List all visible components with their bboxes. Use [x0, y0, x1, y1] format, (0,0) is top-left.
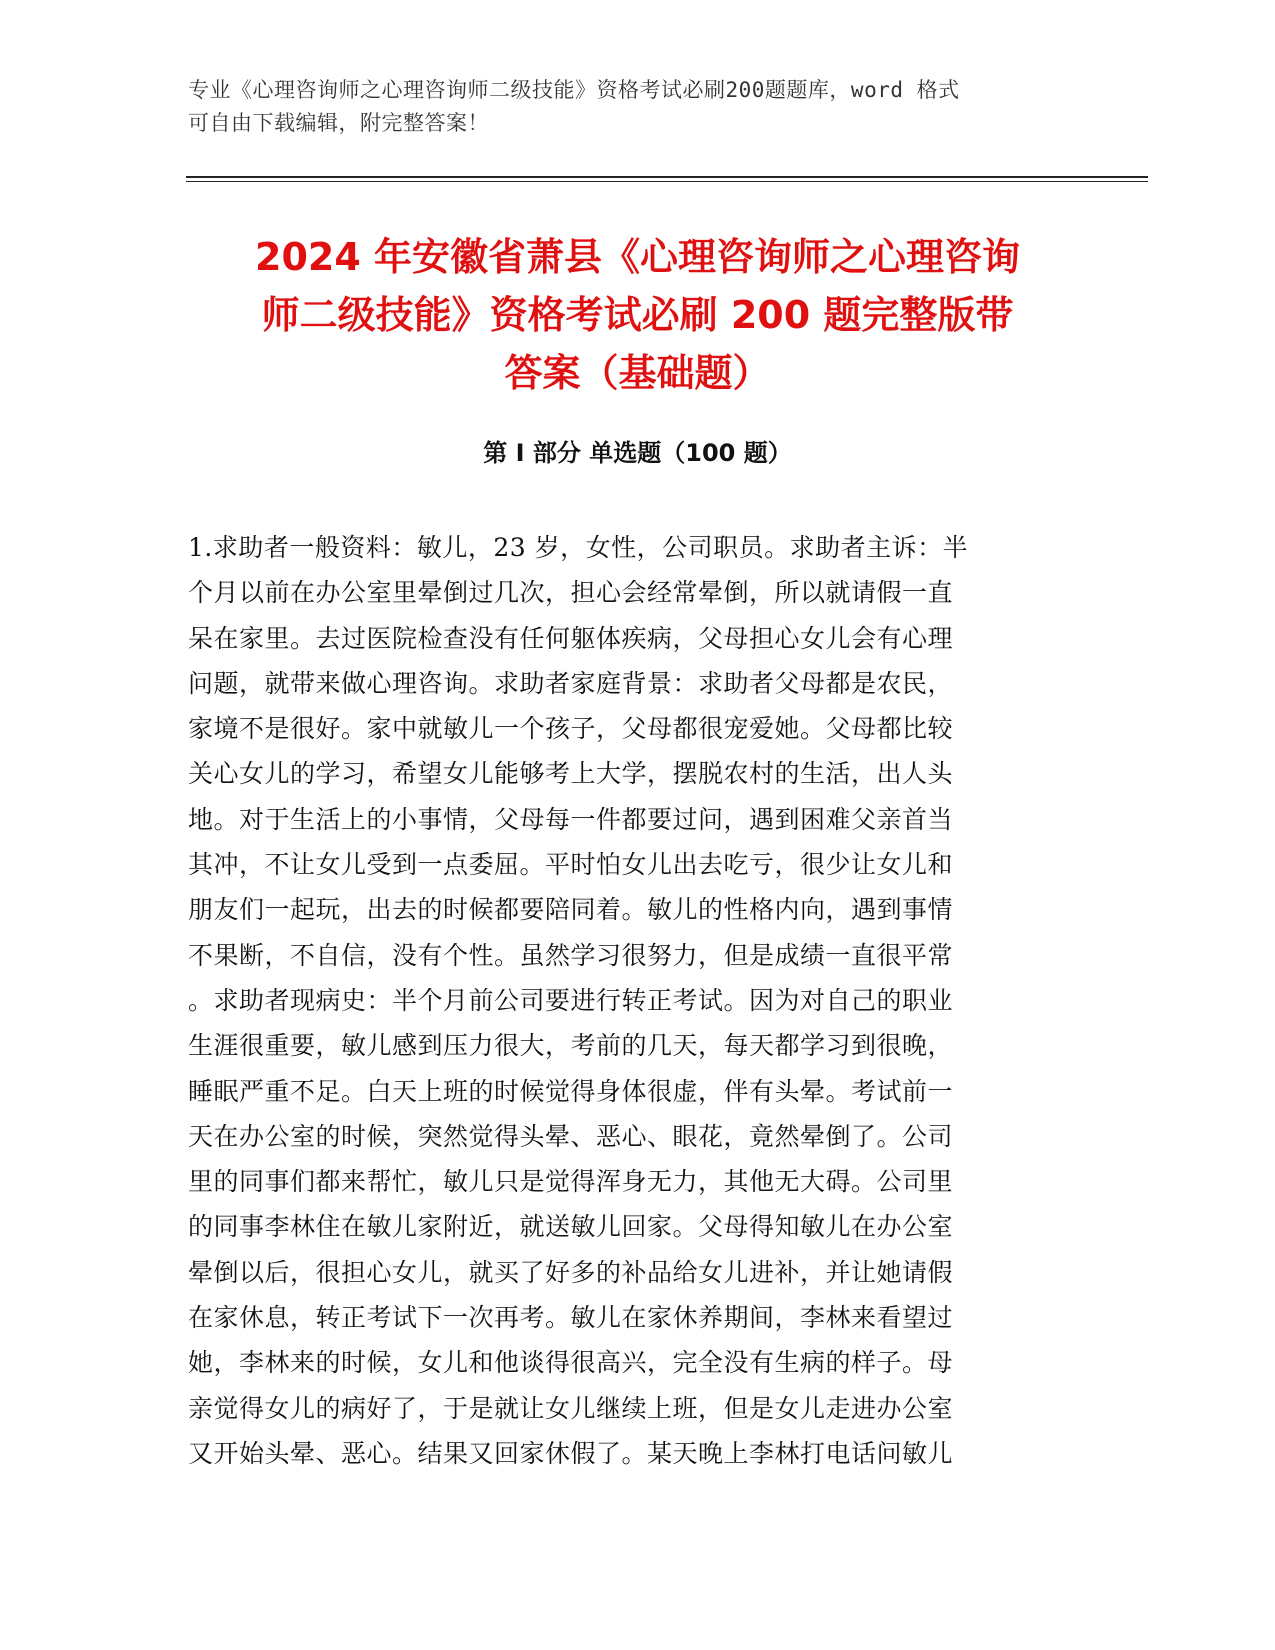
question-line: 家境不是很好。家中就敏儿一个孩子，父母都很宠爱她。父母都比较 — [188, 714, 954, 744]
question-line: 的同事李林住在敏儿家附近，就送敏儿回家。父母得知敏儿在办公室 — [188, 1212, 954, 1242]
question-line: 亲觉得女儿的病好了，于是就让女儿继续上班，但是女儿走进办公室 — [188, 1393, 954, 1423]
header-note-line: 可自由下载编辑，附完整答案！ — [188, 111, 489, 135]
document-title — [150, 228, 1125, 402]
question-line: 里的同事们都来帮忙，敏儿只是觉得浑身无力，其他无大碍。公司里 — [188, 1167, 954, 1197]
question-line: 天在办公室的时候，突然觉得头晕、恶心、眼花，竟然晕倒了。公司 — [188, 1121, 954, 1151]
question-line: 呆在家里。去过医院检查没有任何躯体疾病，父母担心女儿会有心理 — [188, 623, 954, 653]
question-line: 睡眠严重不足。白天上班的时候觉得身体很虚，伴有头晕。考试前一 — [188, 1076, 954, 1106]
document-title-line: 师二级技能》资格考试必刷 200 题完整版带 — [261, 293, 1014, 337]
question-line: 1.求助者一般资料：敏儿，23 岁，女性，公司职员。求助者主诉：半 — [188, 533, 969, 562]
question-line: 朋友们一起玩，出去的时候都要陪同着。敏儿的性格内向，遇到事情 — [188, 895, 954, 925]
question-line: 关心女儿的学习，希望女儿能够考上大学，摆脱农村的生活，出人头 — [188, 759, 954, 789]
header-note-line: 专业《心理咨询师之心理咨询师二级技能》资格考试必刷200题题库，word 格式 — [188, 78, 960, 102]
question-line: 。求助者现病史：半个月前公司要进行转正考试。因为对自己的职业 — [188, 985, 954, 1015]
question-line: 地。对于生活上的小事情，父母每一件都要过问，遇到困难父亲首当 — [188, 804, 954, 834]
question-line: 不果断，不自信，没有个性。虽然学习很努力，但是成绩一直很平常 — [188, 940, 954, 970]
question-line: 在家休息，转正考试下一次再考。敏儿在家休养期间，李林来看望过 — [188, 1303, 954, 1333]
question-text — [188, 525, 1068, 1476]
question-line: 生涯很重要，敏儿感到压力很大，考前的几天，每天都学习到很晚， — [188, 1031, 954, 1061]
header-divider — [186, 176, 1148, 178]
section-heading: 第 I 部分 单选题（100 题） — [483, 439, 792, 467]
question-line: 她，李林来的时候，女儿和他谈得很高兴，完全没有生病的样子。母 — [188, 1348, 954, 1378]
question-line: 又开始头晕、恶心。结果又回家休假了。某天晚上李林打电话问敏儿 — [188, 1438, 954, 1468]
header-note — [188, 74, 1068, 140]
question-line: 晕倒以后，很担心女儿，就买了好多的补品给女儿进补，并让她请假 — [188, 1257, 954, 1287]
question-line: 问题，就带来做心理咨询。求助者家庭背景：求助者父母都是农民， — [188, 668, 954, 698]
question-line: 其冲，不让女儿受到一点委屈。平时怕女儿出去吃亏，很少让女儿和 — [188, 850, 954, 880]
question-line: 个月以前在办公室里晕倒过几次，担心会经常晕倒，所以就请假一直 — [188, 578, 954, 608]
header-divider-thin — [186, 181, 1148, 182]
document-title-line: 2024 年安徽省萧县《心理咨询师之心理咨询 — [255, 235, 1020, 279]
document-title-line: 答案（基础题） — [504, 351, 771, 395]
